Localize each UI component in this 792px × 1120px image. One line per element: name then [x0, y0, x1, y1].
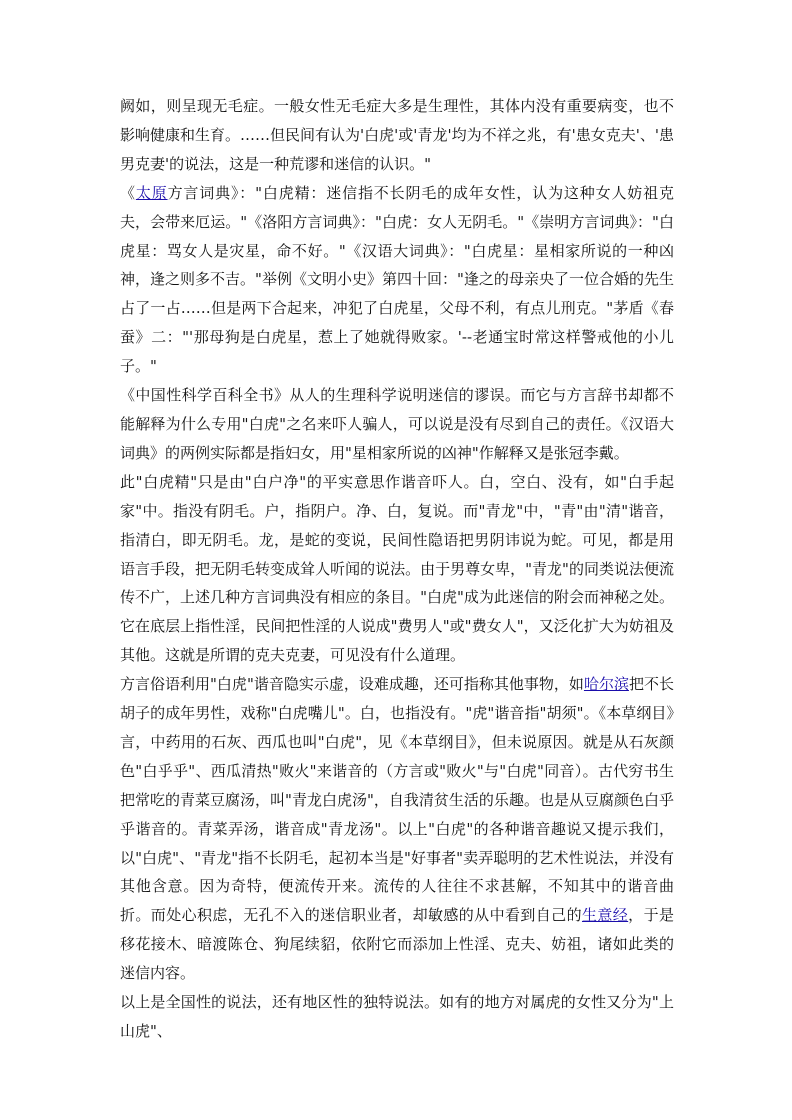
document-body	[120, 92, 674, 1046]
paragraph-5	[120, 670, 674, 988]
text-run: 《中国性科学百科全书》从人的生理科学说明迷信的谬误。而它与方言辞书却都不能解释为什么专用"白虎"之名来吓人骗人，可以说是没有尽到自己的责任。《汉语大词典》的两例实际都是指妇女，用"星相家所说的凶神"作解释又是张冠李戴。	[120, 386, 674, 462]
link-harbin[interactable]: 哈尔滨	[583, 675, 629, 694]
text-run: 以上是全国性的说法，还有地区性的独特说法。如有的地方对属虎的女性又分为"上山虎"、	[120, 993, 674, 1040]
link-shengyijing[interactable]: 生意经	[581, 906, 629, 925]
paragraph-2	[120, 179, 674, 381]
link-taiyuan[interactable]: 太原	[135, 183, 168, 202]
paragraph-6	[120, 988, 674, 1046]
text-run: 阙如，则呈现无毛症。一般女性无毛症大多是生理性，其体内没有重要病变，也不影响健康和生育。……但民间有认为'白虎'或'青龙'均为不祥之兆，有'患女克夫'、'患男克妻'的说法，这是一种荒谬和迷信的认识。"	[120, 97, 674, 173]
text-run: 方言俗语利用"白虎"谐音隐实示虚，设难成趣，还可指称其他事物，如	[120, 675, 584, 694]
paragraph-1	[120, 92, 674, 179]
text-run: 把不长胡子的成年男性，戏称"白虎嘴儿"。白，也指没有。"虎"谐音指"胡须"。《本草纲目》言，中药用的石灰、西瓜也叫"白虎"，见《本草纲目》，但未说原因。就是从石灰颜色"白乎乎"、西瓜清热"败火"来谐音的（方言或"败火"与"白虎"同音）。古代穷书生把常吃的青菜豆腐汤，叫"青龙白虎汤"，自我清贫生活的乐趣。也是从豆腐颜色白乎乎谐音的。青菜弄汤，谐音成"青龙汤"。以上"白虎"的各种谐音趣说又提示我们，以"白虎"、"青龙"指不长阴毛，起初本当是"好事者"卖弄聪明的艺术性说法，并没有其他含意。因为奇特，便流传开来。流传的人往往不求甚解，不知其中的谐音曲折。而处心积虑，无孔不入的迷信职业者，却敏感的从中看到自己的	[120, 675, 674, 925]
text-run: 方言词典》："白虎精：迷信指不长阴毛的成年女性，认为这种女人妨祖克夫，会带来厄运。"《洛阳方言词典》："白虎：女人无阴毛。"《崇明方言词典》："白虎星：骂女人是灾星，命不好。"《汉语大词典》："白虎星：星相家所说的一种凶神，逢之则多不吉。"举例《文明小史》第四十回："逢之的母亲央了一位合婚的先生占了一占……但是两下合起来，冲犯了白虎星，父母不利，有点儿刑克。"茅盾《春蚕》二："'那母狗是白虎星，惹上了她就得败家。'--老通宝时常这样警戒他的小儿子。"	[120, 183, 674, 376]
paragraph-4	[120, 468, 674, 670]
text-run: 此"白虎精"只是由"白户净"的平实意思作谐音吓人。白，空白、没有，如"白手起家"中。指没有阴毛。户，指阴户。净、白，复说。而"青龙"中，"青"由"清"谐音，指清白，即无阴毛。龙，是蛇的变说，民间性隐语把男阴讳说为蛇。可见，都是用语言手段，把无阴毛转变成耸人听闻的说法。由于男尊女卑，"青龙"的同类说法便流传不广，上述几种方言词典没有相应的条目。"白虎"成为此迷信的附会而神秘之处。它在底层上指性淫，民间把性淫的人说成"费男人"或"费女人"，又泛化扩大为妨祖及其他。这就是所谓的克夫克妻，可见没有什么道理。	[120, 472, 674, 665]
paragraph-3	[120, 381, 674, 468]
text-run: 《	[120, 183, 136, 202]
text-run: ，于是移花接木、暗渡陈仓、狗尾续貂，依附它而添加上性淫、克夫、妨祖，诸如此类的迷信内容。	[120, 906, 674, 983]
